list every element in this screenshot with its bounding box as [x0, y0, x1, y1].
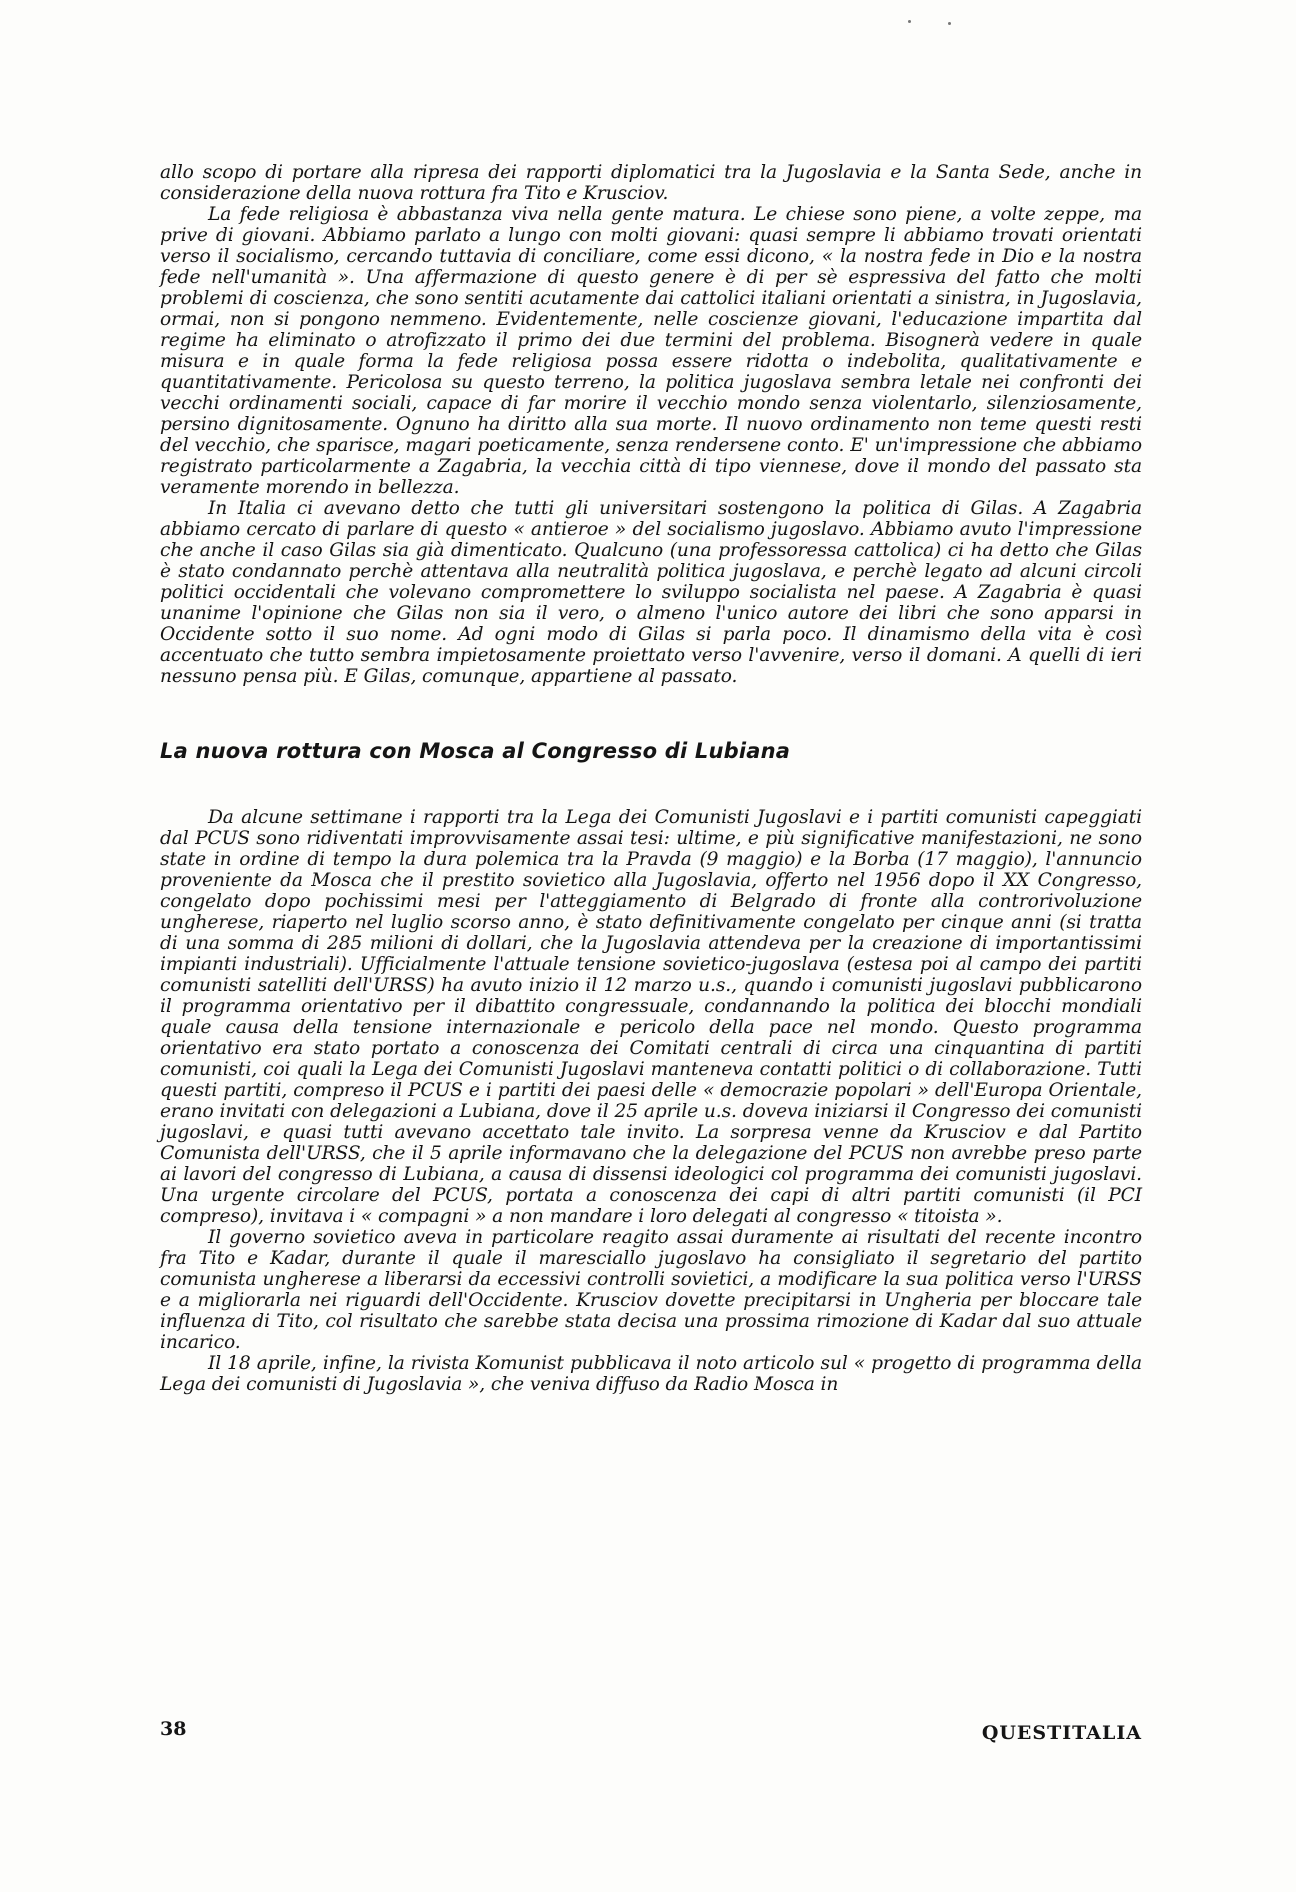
paragraph-6: Il 18 aprile, infine, la rivista Komunist pubblicava il noto articolo sul « progetto di programma della Lega dei comunisti di Jugoslavia », che veniva diffuso da Radio Mosca in	[160, 1353, 1142, 1395]
paragraph-4: Da alcune settimane i rapporti tra la Lega dei Comunisti Jugoslavi e i partiti comunisti capeggiati dal PCUS sono ridiventati improvvisamente assai tesi: ultime, e più significative manifestazioni, ne sono state in ordine di tempo la dura polemica tra la Pravda (9 maggio) e la Borba (17 maggio), l'annuncio proveniente da Mosca che il prestito sovietico alla Jugoslavia, offerto nel 1956 dopo il XX Congresso, congelato dopo pochissimi mesi per l'atteggiamento di Belgrado di fronte alla controrivoluzione ungherese, riaperto nel luglio scorso anno, è stato definitivamente congelato per cinque anni (si tratta di una somma di 285 milioni di dollari, che la Jugoslavia attendeva per la creazione di importantissimi impianti industriali). Ufficialmente l'attuale tensione sovietico-jugoslava (estesa poi al campo dei partiti comunisti satelliti dell'URSS) ha avuto inizio il 12 marzo u.s., quando i comunisti jugoslavi pubblicarono il programma orientativo per il dibattito congressuale, condannando la politica dei blocchi mondiali quale causa della tensione internazionale e pericolo della pace nel mondo. Questo programma orientativo era stato portato a conoscenza dei Comitati centrali di circa una cinquantina di partiti comunisti, coi quali la Lega dei Comunisti Jugoslavi manteneva contatti politici o di collaborazione. Tutti questi partiti, compreso il PCUS e i partiti dei paesi delle « democrazie popolari » dell'Europa Orientale, erano invitati con delegazioni a Lubiana, dove il 25 aprile u.s. doveva iniziarsi il Congresso dei comunisti jugoslavi, e quasi tutti avevano accettato tale invito. La sorpresa venne da Krusciov e dal Partito Comunista dell'URSS, che il 5 aprile informavano che la delegazione del PCUS non avrebbe preso parte ai lavori del congresso di Lubiana, a causa di dissensi ideologici col programma dei comunisti jugoslavi. Una urgente circolare del PCUS, portata a conoscenza dei capi di altri partiti comunisti (il PCI compreso), invitava i « compagni » a non mandare i loro delegati al congresso « titoista ».	[160, 807, 1142, 1227]
journal-name: QUESTITALIA	[981, 1722, 1142, 1744]
article-column	[160, 162, 1142, 1395]
paragraph-2: La fede religiosa è abbastanza viva nella gente matura. Le chiese sono piene, a volte zeppe, ma prive di giovani. Abbiamo parlato a lungo con molti giovani: quasi sempre li abbiamo trovati orientati verso il socialismo, cercando tuttavia di conciliare, come essi dicono, « la nostra fede in Dio e la nostra fede nell'umanità ». Una affermazione di questo genere è di per sè espressiva del fatto che molti problemi di coscienza, che sono sentiti acutamente dai cattolici italiani orientati a sinistra, in Jugoslavia, ormai, non si pongono nemmeno. Evidentemente, nelle coscienze giovani, l'educazione impartita dal regime ha eliminato o atrofizzato il primo dei due termini del problema. Bisognerà vedere in quale misura e in quale forma la fede religiosa possa essere ridotta o indebolita, qualitativamente e quantitativamente. Pericolosa su questo terreno, la politica jugoslava sembra letale nei confronti dei vecchi ordinamenti sociali, capace di far morire il vecchio mondo senza violentarlo, silenziosamente, persino dignitosamente. Ognuno ha diritto alla sua morte. Il nuovo ordinamento non teme questi resti del vecchio, che sparisce, magari poeticamente, senza rendersene conto. E' un'impressione che abbiamo registrato particolarmente a Zagabria, la vecchia città di tipo viennese, dove il mondo del passato sta veramente morendo in bellezza.	[160, 204, 1142, 498]
paragraph-5: Il governo sovietico aveva in particolare reagito assai duramente ai risultati del recente incontro fra Tito e Kadar, durante il quale il maresciallo jugoslavo ha consigliato il segretario del partito comunista ungherese a liberarsi da eccessivi controlli sovietici, a modificare la sua politica verso l'URSS e a migliorarla nei riguardi dell'Occidente. Krusciov dovette precipitarsi in Ungheria per bloccare tale influenza di Tito, col risultato che sarebbe stata decisa una prossima rimozione di Kadar dal suo attuale incarico.	[160, 1227, 1142, 1353]
page-number: 38	[160, 1718, 187, 1740]
section-heading: La nuova rottura con Mosca al Congresso di Lubiana	[160, 739, 791, 763]
paragraph-1: allo scopo di portare alla ripresa dei rapporti diplomatici tra la Jugoslavia e la Santa Sede, anche in considerazione della nuova rottura fra Tito e Krusciov.	[160, 162, 1142, 204]
scan-speck	[908, 20, 911, 23]
paragraph-3: In Italia ci avevano detto che tutti gli universitari sostengono la politica di Gilas. A Zagabria abbiamo cercato di parlare di questo « antieroe » del socialismo jugoslavo. Abbiamo avuto l'impressione che anche il caso Gilas sia già dimenticato. Qualcuno (una professoressa cattolica) ci ha detto che Gilas è stato condannato perchè attentava alla neutralità politica jugoslava, e perchè legato ad alcuni circoli politici occidentali che volevano compromettere lo sviluppo socialista nel paese. A Zagabria è quasi unanime l'opinione che Gilas non sia il vero, o almeno l'unico autore dei libri che sono apparsi in Occidente sotto il suo nome. Ad ogni modo di Gilas si parla poco. Il dinamismo della vita è così accentuato che tutto sembra impietosamente proiettato verso l'avvenire, verso il domani. A quelli di ieri nessuno pensa più. E Gilas, comunque, appartiene al passato.	[160, 498, 1142, 687]
scan-speck	[948, 22, 951, 25]
